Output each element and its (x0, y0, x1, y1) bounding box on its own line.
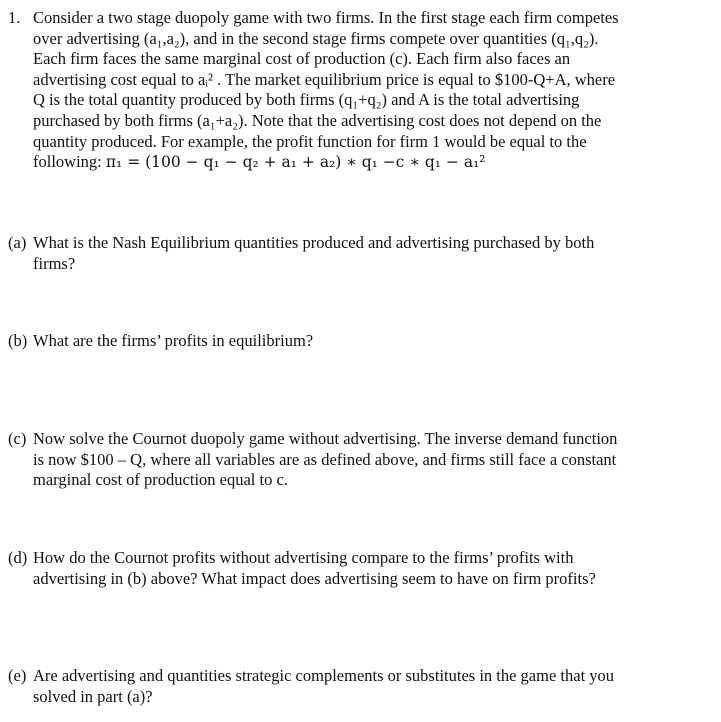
profit-function-formula: π₁ = (100 − q₁ − q₂ + a₁ + a₂) ∗ q₁ −c ∗ q₁ − a₁² (105, 153, 486, 172)
question-label: (c) (8, 429, 27, 448)
question-line: is now $100 – Q, where all variables are as defined above, and firms still face a constant (33, 449, 617, 469)
problem-line: purchased by both firms (a₁+a₂). Note that the advertising cost does not depend on the (33, 110, 602, 130)
profit-function-line (33, 152, 688, 173)
problem-line: Each firm faces the same marginal cost of production (c). Each firm also faces an (33, 49, 571, 69)
question-line: What are the firms’ profits in equilibrium? (33, 331, 314, 350)
question-line: marginal cost of production equal to c. (33, 470, 288, 490)
problem-line: advertising cost equal to aᵢ² . The market equilibrium price is equal to $100-Q+A, where (33, 69, 616, 89)
question-label: (d) (8, 548, 28, 567)
problem-number: 1. (8, 8, 21, 27)
question-line: What is the Nash Equilibrium quantities produced and advertising purchased by both (33, 233, 595, 252)
question-line: Are advertising and quantities strategic complements or substitutes in the game that you (33, 666, 615, 685)
question-c (8, 429, 688, 491)
problem-line: Consider a two stage duopoly game with two firms. In the first stage each firm competes (33, 8, 619, 27)
profit-function-intro: following: (33, 152, 106, 172)
question-line: solved in part (a)? (33, 686, 153, 706)
question-line: firms? (33, 253, 76, 273)
problem-line: over advertising (a₁,a₂), and in the second stage firms compete over quantities (q₁,q₂). (33, 28, 599, 48)
problem-statement (8, 8, 688, 173)
question-b (8, 331, 688, 352)
question-label: (a) (8, 233, 27, 252)
question-line: Now solve the Cournot duopoly game without advertising. The inverse demand function (33, 429, 618, 448)
question-d (8, 548, 688, 589)
question-e (8, 666, 688, 707)
question-label: (e) (8, 666, 27, 685)
question-line: How do the Cournot profits without advertising compare to the firms’ profits with (33, 548, 574, 567)
problem-line: quantity produced. For example, the profit function for firm 1 would be equal to the (33, 131, 587, 151)
question-label: (b) (8, 331, 28, 350)
question-a (8, 233, 688, 274)
question-line: advertising in (b) above? What impact does advertising seem to have on firm profits? (33, 568, 596, 588)
problem-line: Q is the total quantity produced by both firms (q₁+q₂) and A is the total advertising (33, 90, 580, 110)
